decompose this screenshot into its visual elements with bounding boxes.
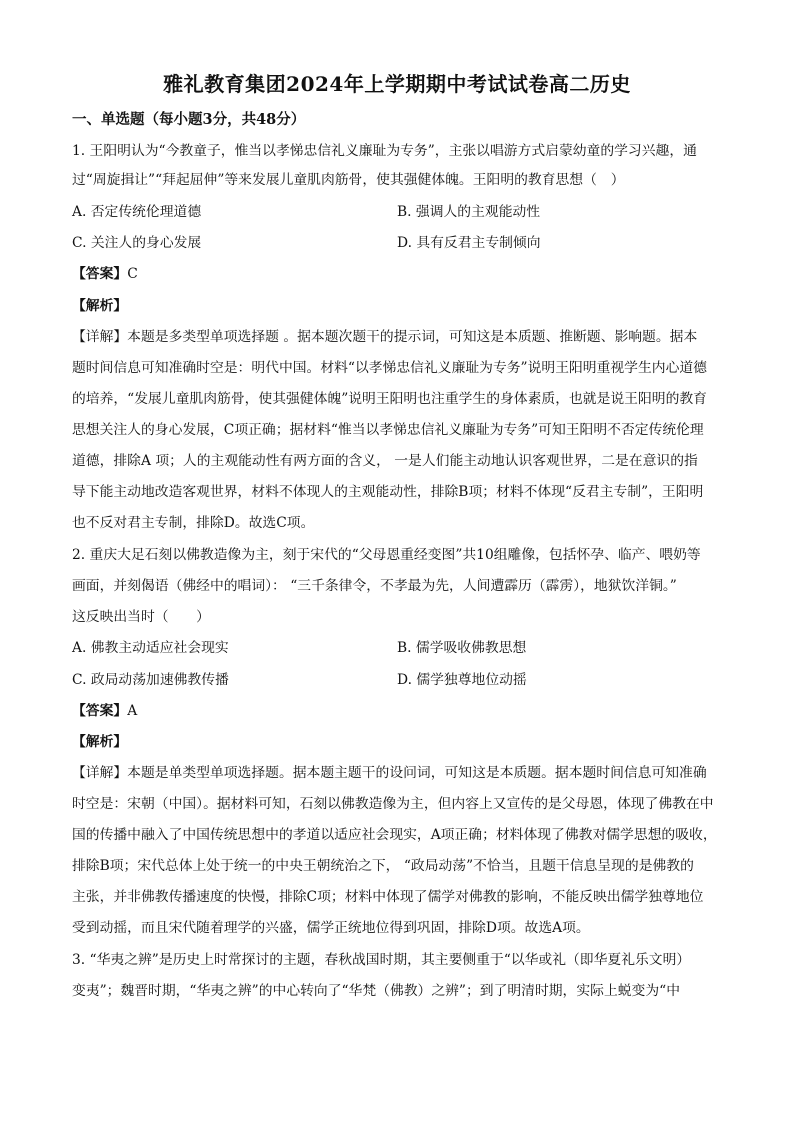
question-1-answer — [72, 264, 138, 284]
question-2-analysis-label: 【解析】 — [72, 734, 128, 750]
question-2-detail-line: 主张，并非佛教传播速度的快慢，排除C项；材料中体现了儒学对佛教的影响，不能反映出儒学独尊地位 — [72, 889, 704, 905]
question-3-stem-line: 变夷”；魏晋时期，“华夷之辨”的中心转向了“华梵（佛教）之辨”；到了明清时期，实际上蜕变为“中 — [72, 983, 680, 999]
question-2-detail-line: 受到动摇，而且宋代随着理学的兴盛，儒学正统地位得到巩固，排除D项。故选A项。 — [72, 920, 590, 936]
answer-label: 【答案】 — [72, 266, 128, 282]
question-2-detail-line: 【详解】本题是单类型单项选择题。据本题主题干的设问词，可知这是本质题。据本题时间信息可知准确 — [72, 765, 707, 781]
question-1-option-a: A. 否定传统伦理道德 — [72, 204, 202, 220]
section-heading: 一、单选题（每小题3分，共48分） — [72, 111, 306, 128]
page-title: 雅礼教育集团2024年上学期期中考试试卷高二历史 — [163, 72, 631, 96]
question-2-option-a: A. 佛教主动适应社会现实 — [72, 640, 229, 656]
question-1-option-d: D. 具有反君主专制倾向 — [397, 235, 541, 251]
question-2-detail-line: 时空是：宋朝（中国）。据材料可知，石刻以佛教造像为主，但内容上又宣传的是父母恩，体现了佛教在中 — [72, 796, 714, 812]
question-2-option-d: D. 儒学独尊地位动摇 — [397, 672, 527, 688]
question-1-detail-line: 【详解】本题是多类型单项选择题 。据本题次题干的提示词，可知这是本质题、推断题、影响题。据本 — [72, 329, 698, 345]
question-2-option-c: C. 政局动荡加速佛教传播 — [72, 672, 229, 688]
answer-value: C — [127, 266, 138, 282]
answer-label: 【答案】 — [72, 703, 128, 719]
question-1-detail-line: 道德，排除A 项；人的主观能动性有两方面的含义， 一是人们能主动地认识客观世界，二是在意识的指 — [72, 453, 698, 469]
answer-value: A — [127, 703, 138, 719]
question-2-stem-line: 画面，并刻偈语（佛经中的唱词）： “三千条律令，不孝最为先，人间遭霹历（霹雳），地狱饮洋铜。” — [72, 578, 677, 594]
question-1-detail-line: 思想关注人的身心发展，C项正确；据材料“惟当以孝悌忠信礼义廉耻为专务”可知王阳明不否定传统伦理 — [72, 422, 704, 438]
question-2-detail-line: 国的传播中融入了中国传统思想中的孝道以适应社会现实，A项正确；材料体现了佛教对儒学思想的吸收， — [72, 827, 717, 843]
question-1-option-c: C. 关注人的身心发展 — [72, 235, 202, 251]
question-2-answer — [72, 701, 137, 721]
question-1-option-b: B. 强调人的主观能动性 — [397, 204, 541, 220]
question-1-detail-line: 题时间信息可知准确时空是：明代中国。材料“以孝悌忠信礼义廉耻为专务”说明王阳明重视学生内心道德 — [72, 360, 707, 376]
question-2-stem-line: 这反映出当时（ ） — [72, 609, 210, 625]
question-1-analysis-label: 【解析】 — [72, 298, 128, 314]
question-1-stem-line: 过“周旋揖让”“拜起屈伸”等来发展儿童肌肉筋骨，使其强健体魄。王阳明的教育思想（ ） — [72, 172, 625, 188]
question-1-detail-line: 导下能主动地改造客观世界，材料不体现人的主观能动性，排除B项；材料不体现“反君主专制”，王阳明 — [72, 484, 704, 500]
question-2-stem-line: 2. 重庆大足石刻以佛教造像为主，刻于宋代的“父母恩重经变图”共10组雕像，包括怀孕、临产、喂奶等 — [72, 547, 701, 563]
question-1-detail-line: 的培养，“发展儿童肌肉筋骨，使其强健体魄”说明王阳明也注重学生的身体素质，也就是说王阳明的教育 — [72, 391, 707, 407]
question-1-detail-line: 也不反对君主专制，排除D。故选C项。 — [72, 515, 315, 531]
question-2-option-b: B. 儒学吸收佛教思想 — [397, 640, 527, 656]
question-1-stem-line: 1. 王阳明认为“今教童子，惟当以孝悌忠信礼义廉耻为专务”，主张以唱游方式启蒙幼童的学习兴趣，通 — [72, 143, 697, 159]
question-3-stem-line: 3. “华夷之辨”是历史上时常探讨的主题，春秋战国时期，其主要侧重于“以华或礼（即华夏礼乐文明） — [72, 952, 691, 968]
question-2-detail-line: 排除B项；宋代总体上处于统一的中央王朝统治之下， “政局动荡”不恰当，且题干信息呈现的是佛教的 — [72, 858, 694, 874]
